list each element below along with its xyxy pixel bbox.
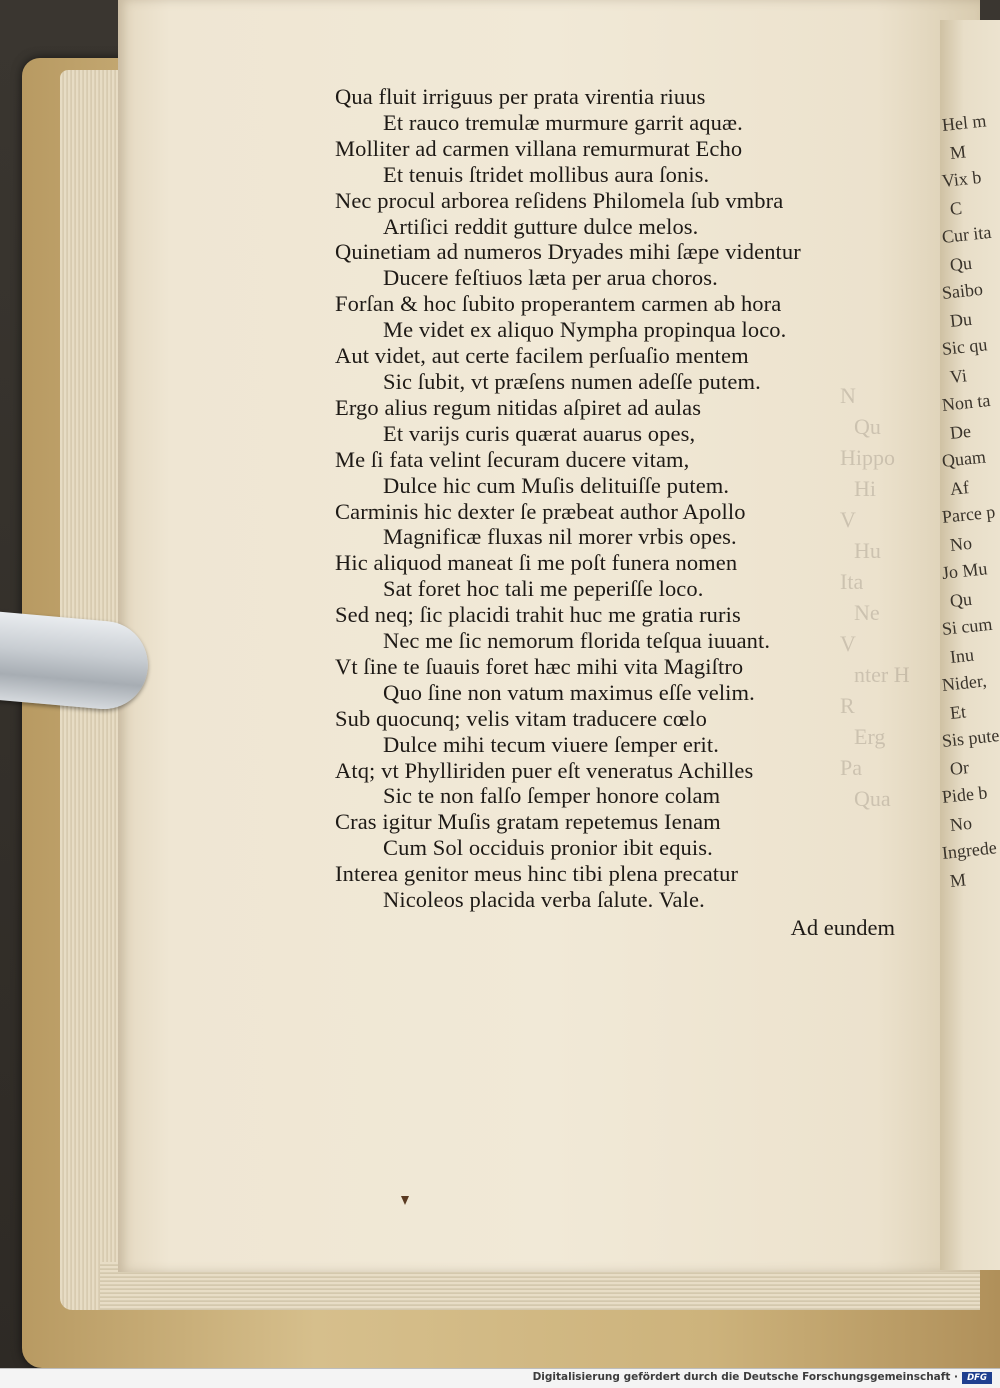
verse-line: Nec me ſic nemorum florida teſqua iuuant.	[383, 628, 771, 654]
verse-line: Dulce mihi tecum viuere ſemper erit.	[383, 731, 719, 757]
verse-line: Nicoleos placida verba ſalute. Vale.	[383, 887, 705, 913]
verse-line: Me videt ex aliquo Nympha propinqua loco.	[383, 317, 787, 343]
verse-line: Cras igitur Muſis gratam repetemus Ienam	[335, 809, 721, 835]
verse-line: Sat foret hoc tali me peperiſſe loco.	[383, 576, 704, 602]
ink-mark	[401, 1196, 409, 1205]
facing-page-fragment: Vix b	[940, 166, 983, 191]
verse-line: Aut videt, aut certe facilem perſuaſio mentem	[335, 343, 749, 369]
verse-line: Carminis hic dexter ſe præbeat author Apollo	[335, 498, 746, 524]
verse-line: Vt ſine te ſuauis foret hæc mihi vita Magiſtro	[335, 653, 744, 679]
verse-line: Ducere feſtiuos læta per arua choros.	[383, 265, 718, 291]
verse-line: Forſan & hoc ſubito properantem carmen ab hora	[335, 291, 782, 317]
facing-page-fragment: Pide b	[940, 782, 989, 807]
facing-page-fragment: Nider,	[940, 670, 988, 695]
facing-page-fragment: Inu	[948, 644, 975, 667]
verse-line: Cum Sol occiduis pronior ibit equis.	[383, 835, 713, 861]
verse-line: Me ſi fata velint ſecuram ducere vitam,	[335, 446, 690, 472]
facing-page-edge	[940, 20, 1000, 1270]
verse-line: Atq; vt Phylliriden puer eſt veneratus Achilles	[335, 757, 754, 783]
verse-line: Hic aliquod maneat ſi me poſt funera nomen	[335, 550, 738, 576]
verse-line: Nec procul arborea reſidens Philomela ſub vmbra	[335, 187, 784, 213]
verse-line: Sic ſubit, vt præſens numen adeſſe putem.	[383, 368, 761, 394]
facing-page-fragment: M	[948, 869, 967, 891]
verse-line: Interea genitor meus hinc tibi plena precatur	[335, 861, 739, 887]
facing-page-fragment: Jo Mu	[940, 558, 989, 583]
facing-page-fragment: Et	[948, 701, 967, 723]
facing-page-fragment: De	[948, 420, 972, 443]
facing-page-fragment: Vi	[948, 365, 968, 387]
verse-line: Magnificæ fluxas nil morer vrbis opes.	[383, 524, 737, 550]
verse-lines	[335, 84, 905, 913]
facing-page-fragment: Parce p	[940, 501, 997, 527]
facing-page-fragment: Si cum	[940, 613, 994, 639]
verse-line: Ergo alius regum nitidas aſpiret ad aulas	[335, 394, 702, 420]
facing-page-fragment: Qu	[948, 588, 973, 611]
footer-credit: Digitalisierung gefördert durch die Deutsche Forschungsgemeinschaft ·	[532, 1371, 958, 1383]
verse-line: Artiſici reddit gutture dulce melos.	[383, 213, 699, 239]
facing-page-fragment: Non ta	[940, 389, 992, 415]
facing-page-fragment: Sis pute	[940, 725, 1000, 751]
facing-page-fragment: Cur ita	[940, 221, 993, 247]
verse-line: Qua fluit irriguus per prata virentia riuus	[335, 84, 706, 109]
verse-line: Sed neq; ſic placidi trahit huc me gratia ruris	[335, 602, 741, 628]
dfg-logo: DFG	[962, 1372, 992, 1384]
verse-line: Quinetiam ad numeros Dryades mihi ſæpe videntur	[335, 239, 801, 265]
verse-line: Sic te non falſo ſemper honore colam	[383, 783, 721, 809]
facing-page-fragment: Ingrede	[940, 837, 998, 863]
facing-page-fragment: Quam	[940, 446, 987, 471]
verse-line: Dulce hic cum Muſis delituiſſe putem.	[383, 472, 730, 498]
facing-page-fragment: M	[948, 141, 967, 163]
footer-bar	[0, 1368, 1000, 1388]
facing-page-fragment: No	[948, 532, 973, 555]
verse-line: Et varijs curis quærat auarus opes,	[383, 420, 696, 446]
poem-text-block	[335, 84, 905, 941]
verse-line: Et rauco tremulæ murmure garrit aquæ.	[383, 109, 743, 135]
facing-page-fragment: Qu	[948, 252, 973, 275]
facing-page-fragment: Sic qu	[940, 334, 989, 359]
facing-page-fragment: Du	[948, 308, 973, 331]
facing-page-fragment: C	[948, 197, 963, 219]
catchword: Ad eundem	[790, 915, 895, 940]
verse-line: Et tenuis ſtridet mollibus aura ſonis.	[383, 161, 710, 187]
facing-page-fragment: Or	[948, 757, 970, 779]
verse-line: Sub quocunq; velis vitam traducere cœlo	[335, 705, 707, 731]
facing-page-fragment: Hel m	[940, 110, 988, 135]
facing-page-fragment: Saibo	[940, 278, 984, 303]
facing-page-fragment: No	[948, 812, 973, 835]
facing-page-fragment: Af	[948, 477, 970, 499]
verse-line: Molliter ad carmen villana remurmurat Echo	[335, 135, 743, 161]
verse-line: Quo ſine non vatum maximus eſſe velim.	[383, 679, 755, 705]
